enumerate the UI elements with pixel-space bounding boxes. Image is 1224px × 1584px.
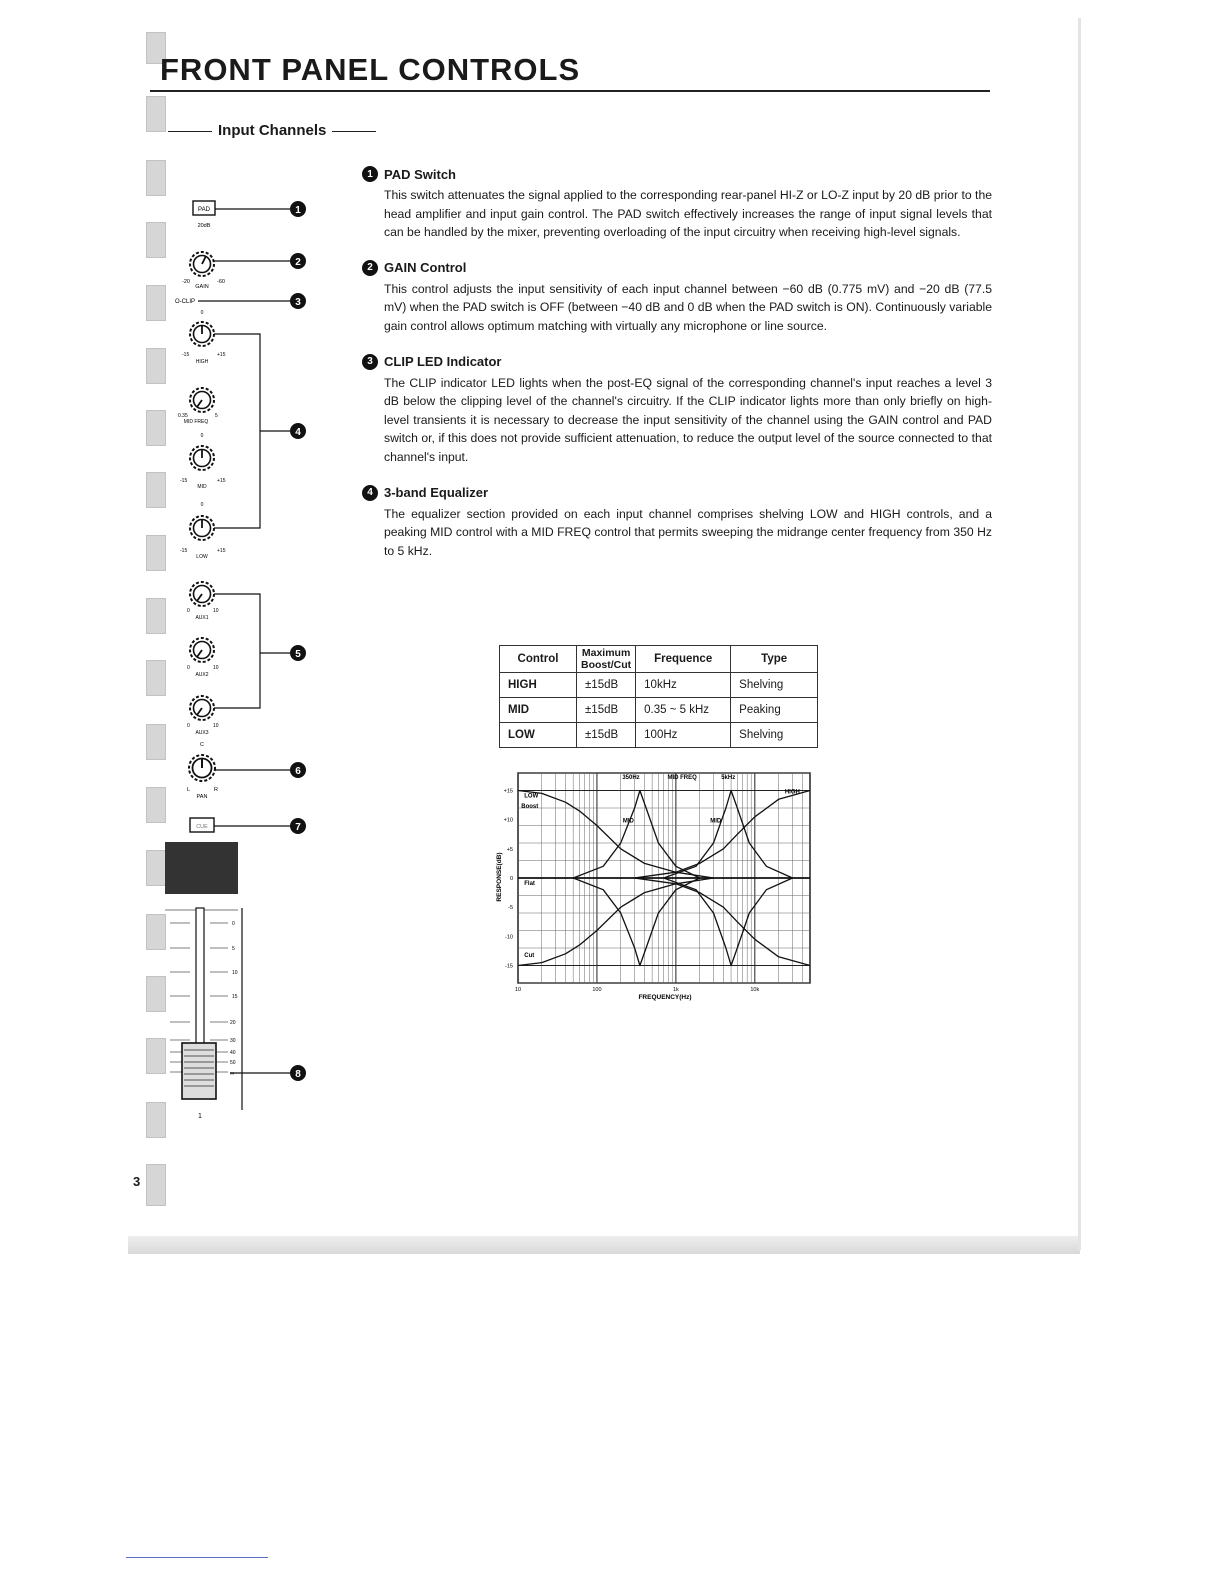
cue-switch-label: CUE — [196, 824, 208, 830]
pad-value-label: 20dB — [197, 223, 211, 229]
chart-annotation: MID — [622, 818, 634, 825]
table-cell: 100Hz — [636, 723, 731, 748]
chart-annotation: MID — [710, 818, 722, 825]
gain-max-label: -60 — [217, 279, 225, 285]
y-tick-label: +15 — [503, 788, 513, 795]
section-title: Input Channels — [218, 122, 327, 139]
eq-spec-table — [499, 645, 818, 748]
table-cell: LOW — [500, 723, 577, 748]
aux3-min-label: 0 — [187, 723, 190, 729]
svg-text:2: 2 — [295, 257, 301, 268]
pan-right-label: R — [214, 787, 218, 793]
svg-text:3: 3 — [295, 297, 301, 308]
aux3-label: AUX3 — [195, 730, 209, 736]
heading-dash — [332, 131, 376, 132]
footer-line — [126, 1557, 268, 1558]
item-text: This switch attenuates the signal applied to the corresponding rear-panel HI-Z or LO-Z input by 20 dB prior to the head amplifier and input gain control. The PAD switch effectively increases the range of input signal levels that can be handled by the mixer, preventing overloading of the input circuitry when receiving high-level signals. — [384, 188, 992, 240]
svg-text:1: 1 — [295, 205, 301, 216]
mid-freq-max-label: 5 — [215, 413, 218, 419]
table-row — [500, 673, 818, 698]
table-row — [500, 723, 818, 748]
chart-annotation: Cut — [524, 952, 535, 959]
heading-dash — [168, 131, 212, 132]
table-header: Control — [500, 646, 577, 673]
table-cell: ±15dB — [577, 673, 636, 698]
aux1-knob — [190, 582, 214, 606]
aux2-knob — [190, 638, 214, 662]
item-number: 3 — [362, 354, 378, 370]
svg-text:8: 8 — [295, 1069, 301, 1080]
svg-text:5: 5 — [295, 649, 301, 660]
y-tick-label: +5 — [506, 846, 513, 853]
table-cell: MID — [500, 698, 577, 723]
item-text: The CLIP indicator LED lights when the post-EQ signal of the corresponding channel's input reaches a level 3 dB below the clipping level of the channel's circuitry. If the CLIP indicator lights more than only briefly on high-level transients it is necessary to decrease the input sensitivity of the channel using the GAIN control and PAD switch or, if this does not provide sufficient attenuation, to reduce the output level of the source connected to that channel's input. — [384, 375, 992, 464]
chart-annotation: MID FREQ — [667, 774, 697, 781]
high-eq-label: HIGH — [195, 359, 209, 365]
fader-scale-5: 5 — [232, 946, 235, 952]
svg-text:6: 6 — [295, 766, 301, 777]
y-tick-label: -10 — [505, 934, 513, 941]
aux2-max-label: 10 — [213, 665, 219, 671]
item-title: GAIN Control — [384, 260, 467, 276]
table-header-row — [500, 646, 818, 673]
fader-scale-40: 40 — [230, 1050, 236, 1056]
item-gain-control — [362, 260, 992, 336]
callout-7 — [290, 818, 306, 834]
channel-strip-diagram — [160, 188, 320, 1128]
title-rule — [150, 90, 990, 92]
table-cell: Shelving — [731, 673, 818, 698]
chart-xlabel: FREQUENCY(Hz) — [638, 994, 692, 1001]
section-heading — [162, 122, 382, 139]
fader-scale-10: 10 — [232, 970, 238, 976]
eq-response-chart — [490, 765, 820, 1005]
y-tick-label: 0 — [509, 876, 513, 882]
callout-1 — [290, 201, 306, 217]
item-clip-led — [362, 354, 992, 467]
fader-scale-20: 20 — [230, 1020, 236, 1026]
table-cell: HIGH — [500, 673, 577, 698]
pan-label: PAN — [196, 794, 208, 800]
x-tick-label: 10k — [750, 987, 760, 993]
high-eq-knob — [190, 322, 214, 346]
table-cell: 0.35 ~ 5 kHz — [636, 698, 731, 723]
chart-annotation: Flat — [524, 881, 535, 887]
item-title: 3-band Equalizer — [384, 485, 489, 501]
svg-text:7: 7 — [295, 822, 301, 833]
item-number: 1 — [362, 166, 378, 182]
x-tick-label: 1k — [672, 987, 679, 993]
high-max-label: +15 — [217, 352, 226, 358]
fader-scale-0: 0 — [232, 921, 235, 927]
chart-ylabel: RESPONSE(dB) — [496, 852, 503, 902]
item-pad-switch — [362, 166, 992, 242]
mid-max-label: +15 — [217, 478, 226, 484]
table-header: Frequence — [636, 646, 731, 673]
table-row — [500, 698, 818, 723]
low-min-label: -15 — [180, 548, 188, 554]
aux2-min-label: 0 — [187, 665, 190, 671]
index-tab — [146, 1164, 166, 1206]
low-eq-knob — [190, 516, 214, 540]
x-tick-label: 10 — [514, 987, 522, 993]
mid-eq-knob — [190, 446, 214, 470]
mid-freq-min-label: 0.35 — [178, 413, 188, 419]
page-right-edge — [1078, 18, 1081, 1250]
high-center-label: 0 — [200, 310, 204, 316]
item-title: PAD Switch — [384, 166, 456, 182]
scribble-strip — [165, 842, 238, 894]
aux3-knob — [190, 696, 214, 720]
chart-annotation: 5kHz — [721, 774, 736, 781]
clip-led-label: O-CLIP — [175, 299, 196, 305]
chart-annotation: 350Hz — [622, 774, 640, 781]
chart-annotation: Boost — [521, 804, 539, 810]
table-cell: ±15dB — [577, 698, 636, 723]
page-number: 3 — [133, 1174, 141, 1189]
table-header: Type — [731, 646, 818, 673]
table-cell: Shelving — [731, 723, 818, 748]
chart-annotation: HIGH — [784, 789, 800, 796]
pan-knob — [189, 755, 215, 781]
channel-number: 1 — [198, 1113, 202, 1120]
pan-left-label: L — [187, 787, 191, 793]
table-cell: 10kHz — [636, 673, 731, 698]
control-descriptions — [362, 166, 992, 578]
low-max-label: +15 — [217, 548, 226, 554]
high-min-label: -15 — [182, 352, 190, 358]
y-tick-label: -15 — [505, 963, 513, 970]
x-tick-label: 100 — [592, 987, 602, 993]
callout-5 — [290, 645, 306, 661]
low-eq-label: LOW — [196, 554, 208, 560]
item-text: The equalizer section provided on each input channel comprises shelving LOW and HIGH controls, and a peaking MID control with a MID FREQ control that permits sweeping the midrange center frequency from 350 Hz to 5 kHz. — [384, 506, 992, 558]
item-title: CLIP LED Indicator — [384, 354, 502, 370]
callout-6 — [290, 762, 306, 778]
fader-scale-30: 30 — [230, 1038, 236, 1044]
low-center-label: 0 — [200, 502, 204, 508]
item-equalizer — [362, 485, 992, 561]
fader-scale-inf: ∞ — [230, 1071, 235, 1077]
fader-scale-50: 50 — [230, 1060, 236, 1066]
mid-freq-label: MID FREQ — [183, 419, 209, 425]
callout-8 — [290, 1065, 306, 1081]
fader-scale-15: 15 — [232, 994, 238, 1000]
fader-knob — [182, 1043, 216, 1099]
callout-2 — [290, 253, 306, 269]
table-cell: Peaking — [731, 698, 818, 723]
gain-knob — [190, 252, 214, 276]
item-text: This control adjusts the input sensitivity of each input channel between −60 dB (0.775 mV) and −20 dB (77.5 mV) when the PAD switch is OFF (between −40 dB and 0 dB when the PAD switch is ON). Continuously variable gain control allows optimum matching with virtually any microphone or line source. — [384, 281, 992, 333]
mid-min-label: -15 — [180, 478, 188, 484]
gain-min-label: -20 — [182, 279, 190, 285]
pad-switch-label: PAD — [198, 207, 210, 213]
table-cell: ±15dB — [577, 723, 636, 748]
pan-center-label: C — [200, 742, 204, 748]
mid-eq-label: MID — [197, 484, 207, 490]
chart-annotation: LOW — [524, 793, 539, 800]
mid-freq-knob — [190, 388, 214, 412]
aux1-max-label: 10 — [213, 608, 219, 614]
callout-4 — [290, 423, 306, 439]
item-number: 2 — [362, 260, 378, 276]
aux2-label: AUX2 — [195, 672, 209, 678]
y-tick-label: -5 — [508, 905, 513, 912]
svg-text:4: 4 — [295, 427, 301, 438]
gain-label: GAIN — [195, 284, 209, 290]
aux1-label: AUX1 — [195, 615, 209, 621]
aux1-min-label: 0 — [187, 608, 190, 614]
page-title: FRONT PANEL CONTROLS — [160, 52, 581, 87]
callout-3 — [290, 293, 306, 309]
y-tick-label: +10 — [503, 817, 513, 824]
mid-center-label: 0 — [200, 433, 204, 439]
aux3-max-label: 10 — [213, 723, 219, 729]
item-number: 4 — [362, 485, 378, 501]
table-header: Maximum Boost/Cut — [577, 646, 636, 673]
page-bottom-shadow — [128, 1236, 1080, 1254]
